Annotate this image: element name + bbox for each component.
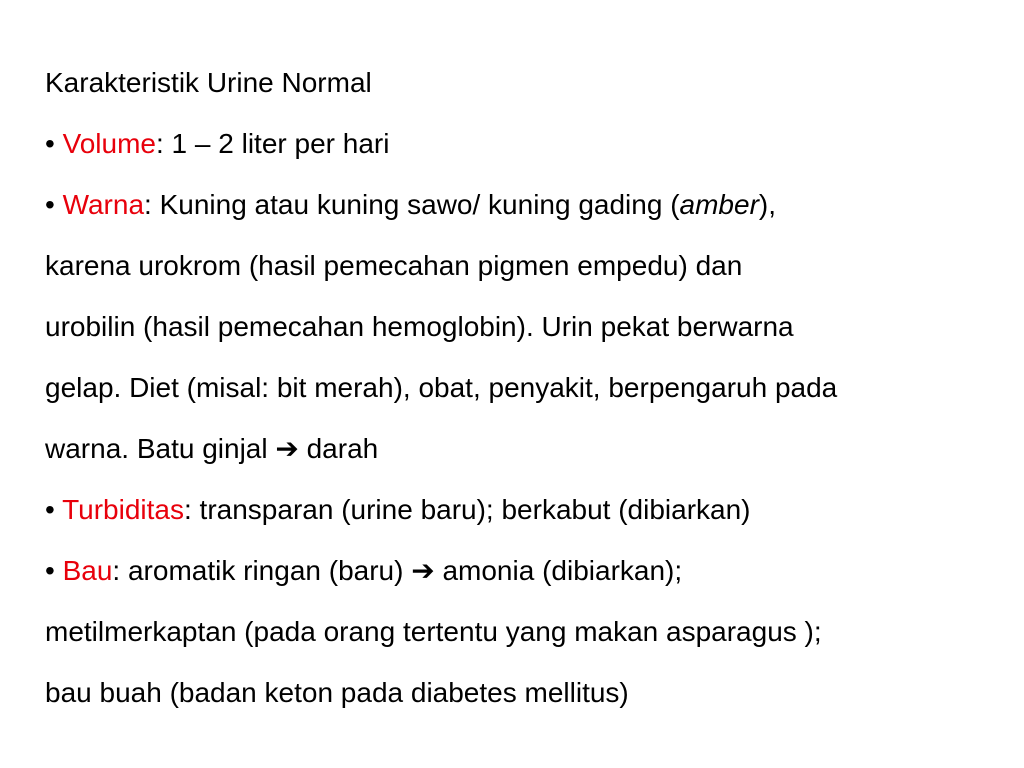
bau-line-3: bau buah (badan keton pada diabetes mellitus) <box>45 677 629 708</box>
warna-line-2: karena urokrom (hasil pemecahan pigmen empedu) dan <box>45 250 743 281</box>
bullet-glyph: • <box>45 494 55 525</box>
warna-line-5 <box>45 418 1017 479</box>
bullet-warna <box>45 174 1017 235</box>
warna-line-3: urobilin (hasil pemecahan hemoglobin). Urin pekat berwarna <box>45 311 794 342</box>
slide-title: Karakteristik Urine Normal <box>45 67 372 98</box>
slide-content <box>45 52 1017 723</box>
warna-amber-italic: amber <box>679 189 759 220</box>
bau-line-2: metilmerkaptan (pada orang tertentu yang makan asparagus ); <box>45 616 822 647</box>
warna-line-4: gelap. Diet (misal: bit merah), obat, penyakit, berpengaruh pada <box>45 372 838 403</box>
bau-text-part1: : aromatik ringan (baru) <box>112 555 412 586</box>
warna-text-part1: : Kuning atau kuning sawo/ kuning gading ( <box>144 189 680 220</box>
term-volume: Volume <box>62 128 156 159</box>
term-turbiditas: Turbiditas <box>62 494 184 525</box>
bau-text-part2: amonia (dibiarkan); <box>434 555 683 586</box>
bullet-volume <box>45 113 1017 174</box>
warna-line-5-part2: darah <box>298 433 379 464</box>
arrow-right-icon: ➔ <box>411 555 435 586</box>
bullet-glyph: • <box>45 189 55 220</box>
turbiditas-text: : transparan (urine baru); berkabut (dibiarkan) <box>184 494 751 525</box>
bullet-bau <box>45 540 1017 601</box>
volume-text: : 1 – 2 liter per hari <box>156 128 390 159</box>
term-bau: Bau <box>62 555 113 586</box>
bullet-glyph: • <box>45 128 55 159</box>
term-warna: Warna <box>62 189 145 220</box>
warna-text-part2: ), <box>758 189 777 220</box>
warna-line-5-part1: warna. Batu ginjal <box>45 433 276 464</box>
arrow-right-icon: ➔ <box>275 433 299 464</box>
bullet-turbiditas <box>45 479 1017 540</box>
bullet-glyph: • <box>45 555 55 586</box>
